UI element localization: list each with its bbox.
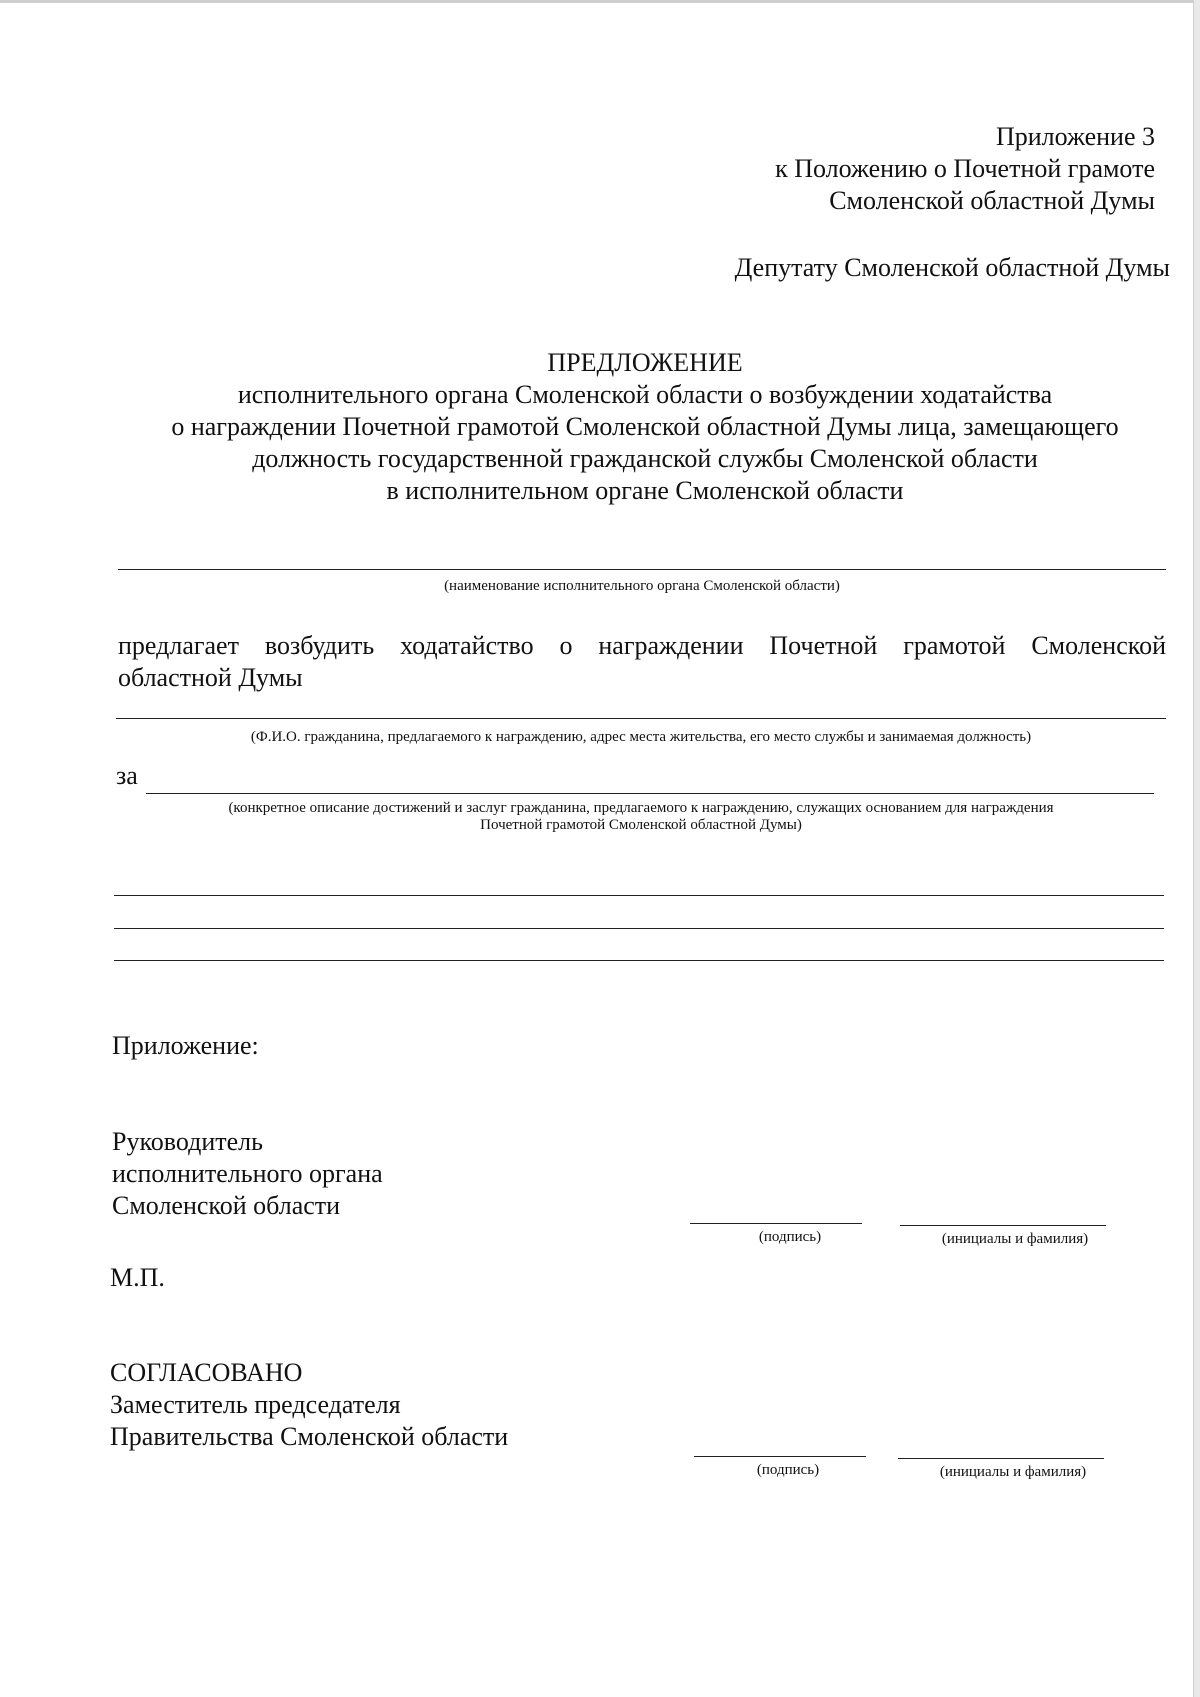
appendix-line-1: Приложение 3 (995, 122, 1155, 151)
agreed-block (110, 1357, 508, 1453)
head-title-line-3: Смоленской области (112, 1191, 341, 1220)
head-title-line-2: исполнительного органа (112, 1159, 383, 1188)
appendix-line-3: Смоленской областной Думы (829, 186, 1155, 215)
title-line-3: должность государственной гражданской службы Смоленской области (252, 444, 1038, 473)
merit-caption-line-2: Почетной грамотой Смоленской областной Думы) (480, 817, 802, 833)
agreed-signature-caption: (подпись) (756, 1462, 820, 1478)
document-title (100, 347, 1190, 507)
title-line-4: в исполнительном органе Смоленской области (386, 476, 904, 505)
agreed-signature-line[interactable] (694, 1456, 866, 1457)
appendix-line-2: к Положению о Почетной грамоте (775, 154, 1155, 183)
attachment-label: Приложение: (112, 1031, 259, 1060)
stamp-label: М.П. (110, 1263, 165, 1292)
head-name-line[interactable] (900, 1225, 1106, 1226)
proposal-line-1: предлагает возбудить ходатайство о награждении Почетной грамотой Смоленской (118, 631, 1166, 660)
scan-edge-right (1193, 0, 1200, 1697)
merit-extra-line-3[interactable] (114, 960, 1164, 961)
title-heading: ПРЕДЛОЖЕНИЕ (547, 348, 743, 377)
head-name-caption: (инициалы и фамилия) (941, 1231, 1089, 1247)
head-title (112, 1126, 383, 1222)
proposal-line-2: областной Думы (118, 663, 303, 692)
merit-caption (116, 800, 1166, 834)
merit-extra-line-2[interactable] (114, 928, 1164, 929)
org-name-field-line[interactable] (118, 569, 1166, 570)
merit-caption-line-1: (конкретное описание достижений и заслуг гражданина, предлагаемого к награждению, служащих основанием для награждения (228, 800, 1054, 816)
addressee: Депутату Смоленской областной Думы (734, 253, 1170, 282)
for-label: за (116, 761, 138, 790)
agreed-line-1: Заместитель председателя (110, 1390, 401, 1419)
head-title-line-1: Руководитель (112, 1127, 263, 1156)
proposal-text (118, 630, 1166, 694)
title-line-2: о награждении Почетной грамотой Смоленской областной Думы лица, замещающего (171, 412, 1119, 441)
scan-edge-top (0, 0, 1200, 3)
agreed-name-line[interactable] (898, 1458, 1104, 1459)
person-field-line[interactable] (116, 718, 1166, 719)
org-name-caption: (наименование исполнительного органа Смоленской области) (444, 578, 840, 594)
head-signature-caption: (подпись) (758, 1229, 822, 1245)
appendix-block (620, 121, 1155, 217)
merit-extra-line-1[interactable] (114, 895, 1164, 896)
agreed-heading: СОГЛАСОВАНО (110, 1358, 303, 1387)
head-signature-line[interactable] (690, 1223, 862, 1224)
merit-field-line[interactable] (146, 793, 1154, 794)
agreed-name-caption: (инициалы и фамилия) (939, 1464, 1087, 1480)
title-line-1: исполнительного органа Смоленской области о возбуждении ходатайства (237, 380, 1053, 409)
person-caption: (Ф.И.О. гражданина, предлагаемого к награждению, адрес места жительства, его место службы и занимаемая должность) (250, 729, 1032, 745)
agreed-line-2: Правительства Смоленской области (110, 1422, 509, 1451)
